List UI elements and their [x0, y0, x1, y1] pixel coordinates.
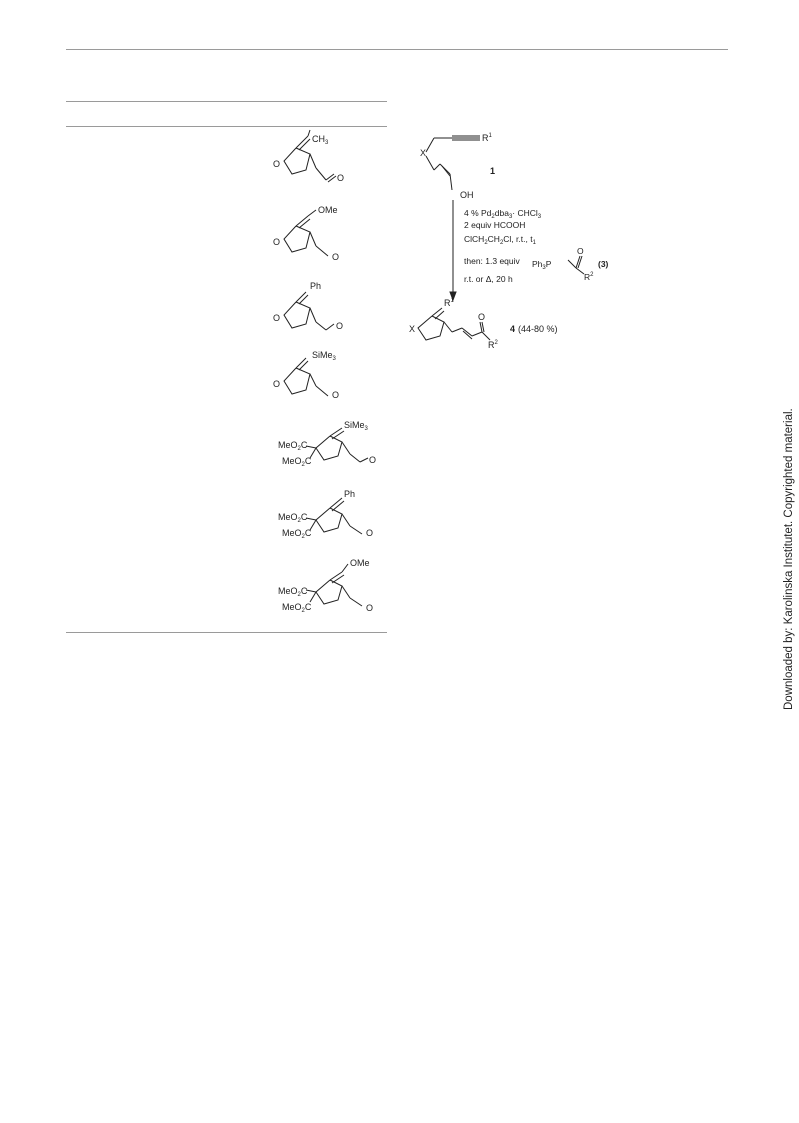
ring-o-label: O	[272, 237, 280, 247]
table-bottom-rule	[66, 632, 387, 633]
ring-o-label: O	[272, 159, 280, 169]
condition-5: r.t. or Δ, 20 h	[464, 274, 513, 284]
ph3p-label: $Ph_3P$	[532, 259, 552, 271]
reagent-o-label: O	[577, 246, 584, 256]
condition-2: 2 equiv HCOOH	[464, 220, 526, 230]
aldehyde-o-label: O	[337, 173, 345, 183]
ester-label-bottom: MeO$_2$C	[282, 456, 312, 468]
product-structure-4	[270, 348, 380, 406]
product-structure-3	[270, 280, 370, 342]
aldehyde-o-label: O	[366, 528, 374, 538]
condition-3: $ClCH_2CH_2Cl$, r.t., $t_1$	[464, 234, 536, 246]
sime3-label: SiMe$_3$	[312, 350, 336, 362]
oh-label: OH	[460, 190, 474, 200]
sime3-label: SiMe$_3$	[344, 420, 368, 432]
ring-o-label: O	[272, 313, 280, 323]
ome-label: OMe	[350, 558, 370, 568]
download-notice: Downloaded by: Karolinska Institutet. Copyrighted material.	[783, 408, 795, 710]
ch3-label: $CH_3$	[312, 134, 329, 146]
product-number: 4	[510, 324, 516, 334]
reagent-number: (3)	[598, 259, 609, 269]
product-x-label: X	[409, 324, 416, 334]
condition-4: then: 1.3 equiv	[464, 256, 520, 266]
x-label: X	[420, 148, 427, 158]
aldehyde-o-label: O	[369, 455, 377, 465]
ester-label-top: MeO$_2$C	[278, 512, 308, 524]
product-r1-label: $R^1$	[444, 298, 454, 308]
table-top-rule	[66, 101, 387, 102]
aldehyde-o-label: O	[366, 603, 374, 613]
product-structure-5	[278, 418, 388, 474]
aldehyde-o-label: O	[332, 252, 340, 262]
product-structure-6	[278, 486, 388, 546]
ph-label: Ph	[310, 281, 322, 291]
ester-label-bottom: MeO$_2$C	[282, 528, 312, 540]
reaction-scheme	[400, 128, 630, 358]
aldehyde-o-label: O	[336, 321, 344, 331]
product-structure-1	[270, 128, 370, 190]
ester-label-bottom: MeO$_2$C	[282, 602, 312, 614]
product-r2-label: $R^2$	[488, 340, 498, 350]
ester-label-top: MeO$_2$C	[278, 440, 308, 452]
reagent-r2-label: $R^2$	[584, 272, 594, 282]
table-header-rule	[66, 126, 387, 127]
substrate-number: 1	[490, 166, 496, 176]
r1-label: $R^1$	[482, 133, 492, 143]
ring-o-label: O	[272, 379, 280, 389]
product-structure-7	[278, 556, 388, 616]
product-o-label: O	[478, 312, 486, 322]
ester-label-top: MeO$_2$C	[278, 586, 308, 598]
ome-label: OMe	[318, 205, 338, 215]
page-top-rule	[66, 49, 728, 50]
condition-1: 4 % $Pd_2dba_3\cdot$ CHCl$_3$	[464, 208, 542, 220]
product-structure-2	[270, 202, 380, 266]
aldehyde-o-label: O	[332, 390, 340, 400]
product-yield: (44-80 %)	[518, 324, 558, 334]
ph-label: Ph	[344, 489, 356, 499]
